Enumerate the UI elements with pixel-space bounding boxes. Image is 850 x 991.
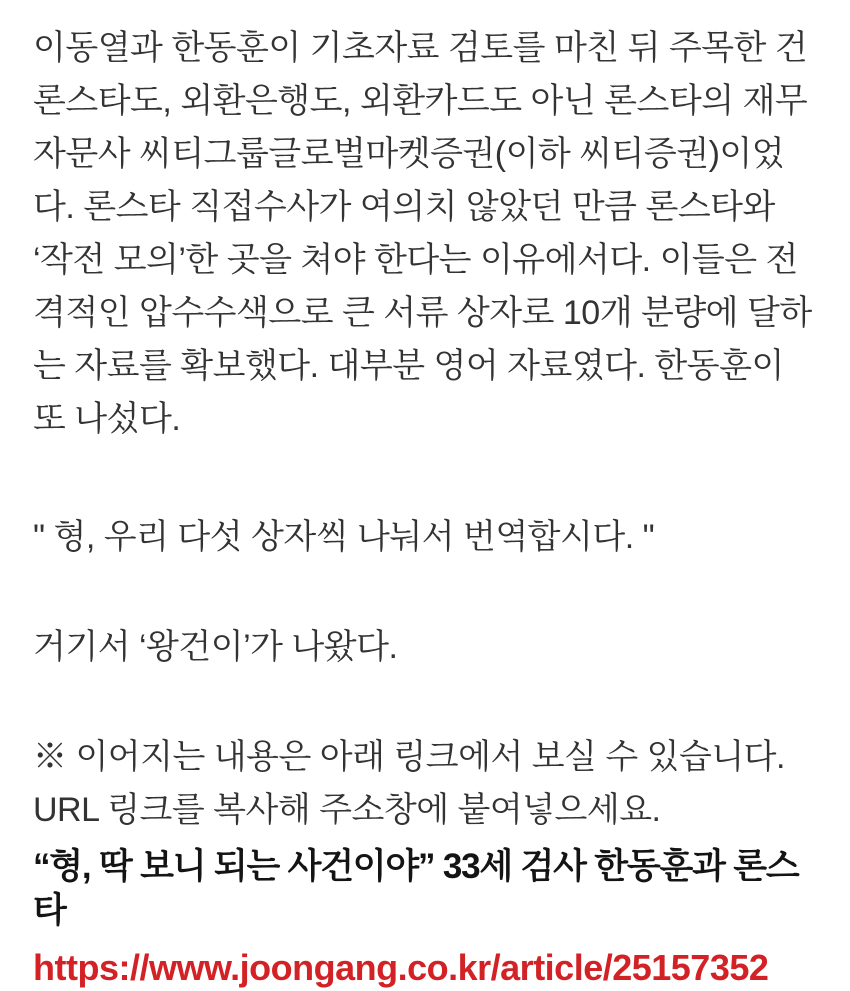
paragraph-link-notice: ※ 이어지는 내용은 아래 링크에서 보실 수 있습니다. URL 링크를 복사해 주소창에 붙여넣으세요.: [33, 738, 785, 829]
article-url-link[interactable]: https://www.joongang.co.kr/article/25157352: [33, 947, 769, 988]
paragraph-intro: 이동열과 한동훈이 기초자료 검토를 마친 뒤 주목한 건 론스타도, 외환은행도, 외환카드도 아닌 론스타의 재무자문사 씨티그룹글로벌마켓증권(이하 씨티증권)이었다. 론스타 직접수사가 여의치 않았던 만큼 론스타와 ‘작전 모의’한 곳을 쳐야 한다는 이유에서다. 이들은 전격적인 압수수색으로 큰 서류 상자로 10개 분량에 달하는 자료를 확보했다. 대부분 영어 자료였다. 한동훈이 또 나섰다.: [33, 29, 812, 438]
paragraph-quote: " 형, 우리 다섯 상자씩 나눠서 번역합시다. ": [33, 518, 655, 556]
article-headline: “형, 딱 보니 되는 사건이야” 33세 검사 한동훈과 론스타: [33, 847, 799, 930]
paragraph-discovery: 거기서 ‘왕건이’가 나왔다.: [33, 628, 398, 666]
